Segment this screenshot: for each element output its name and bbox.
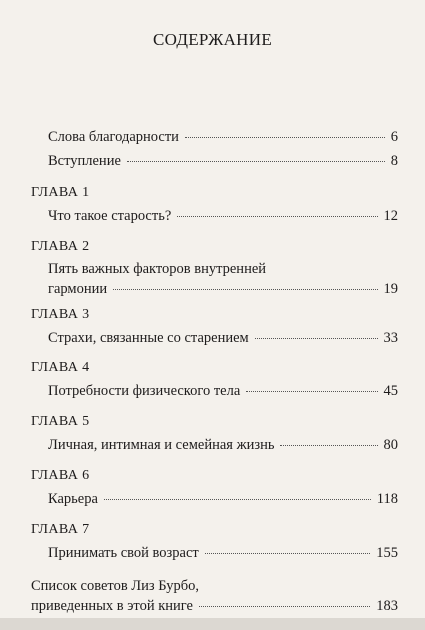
entry-title: Что такое старость?: [48, 208, 172, 224]
chapter-heading-6: ГЛАВА 6: [31, 468, 90, 483]
entry-title: Личная, интимная и семейная жизнь: [48, 437, 275, 453]
chapter-heading-5: ГЛАВА 5: [31, 414, 90, 429]
toc-entry-chapter-5: [48, 435, 398, 455]
entry-title-line-1: Пять важных факторов внутренней: [48, 261, 267, 277]
toc-entry-introduction: [48, 151, 398, 171]
dot-leader: [246, 391, 377, 392]
dot-leader: [280, 445, 377, 446]
chapter-heading-1: ГЛАВА 1: [31, 185, 90, 200]
dot-leader: [177, 216, 377, 217]
entry-title-line-2: гармонии: [48, 281, 108, 297]
page-edge-shadow: [0, 618, 425, 630]
page-number: 12: [383, 208, 398, 224]
entry-title: Вступление: [48, 153, 121, 169]
entry-title-line-2: приведенных в этой книге: [31, 598, 193, 614]
toc-entry-acknowledgements: [48, 127, 398, 147]
entry-title: Принимать свой возраст: [48, 545, 199, 561]
chapter-heading-3: ГЛАВА 3: [31, 307, 90, 322]
page-number: 183: [376, 598, 398, 614]
dot-leader: [205, 553, 371, 554]
chapter-heading-7: ГЛАВА 7: [31, 522, 90, 537]
toc-entry-chapter-6: [48, 489, 398, 509]
dot-leader: [113, 289, 377, 290]
page-number: 33: [383, 330, 398, 346]
page-number: 8: [390, 153, 398, 169]
dot-leader: [185, 137, 385, 138]
toc-entry-chapter-1: [48, 206, 398, 226]
toc-entry-chapter-7: [48, 543, 398, 563]
dot-leader: [255, 338, 378, 339]
entry-title: Карьера: [48, 491, 98, 507]
page-number: 118: [376, 491, 398, 507]
page-number: 19: [383, 281, 398, 297]
dot-leader: [104, 499, 371, 500]
toc-entry-chapter-3: [48, 328, 398, 348]
entry-title-line-1: Список советов Лиз Бурбо,: [31, 578, 199, 594]
page-number: 6: [390, 129, 398, 145]
dot-leader: [199, 606, 370, 607]
toc-entry-chapter-4: [48, 381, 398, 401]
chapter-heading-2: ГЛАВА 2: [31, 239, 90, 254]
entry-title: Страхи, связанные со старением: [48, 330, 249, 346]
dot-leader: [127, 161, 385, 162]
page-number: 45: [383, 383, 398, 399]
entry-title: Слова благодарности: [48, 129, 179, 145]
page-title: СОДЕРЖАНИЕ: [152, 30, 273, 49]
page-number: 155: [376, 545, 398, 561]
toc-entry-chapter-2: [48, 259, 398, 299]
chapter-heading-4: ГЛАВА 4: [31, 360, 90, 375]
toc-entry-appendix: [31, 576, 398, 616]
entry-title: Потребности физического тела: [48, 383, 241, 399]
page-number: 80: [383, 437, 398, 453]
